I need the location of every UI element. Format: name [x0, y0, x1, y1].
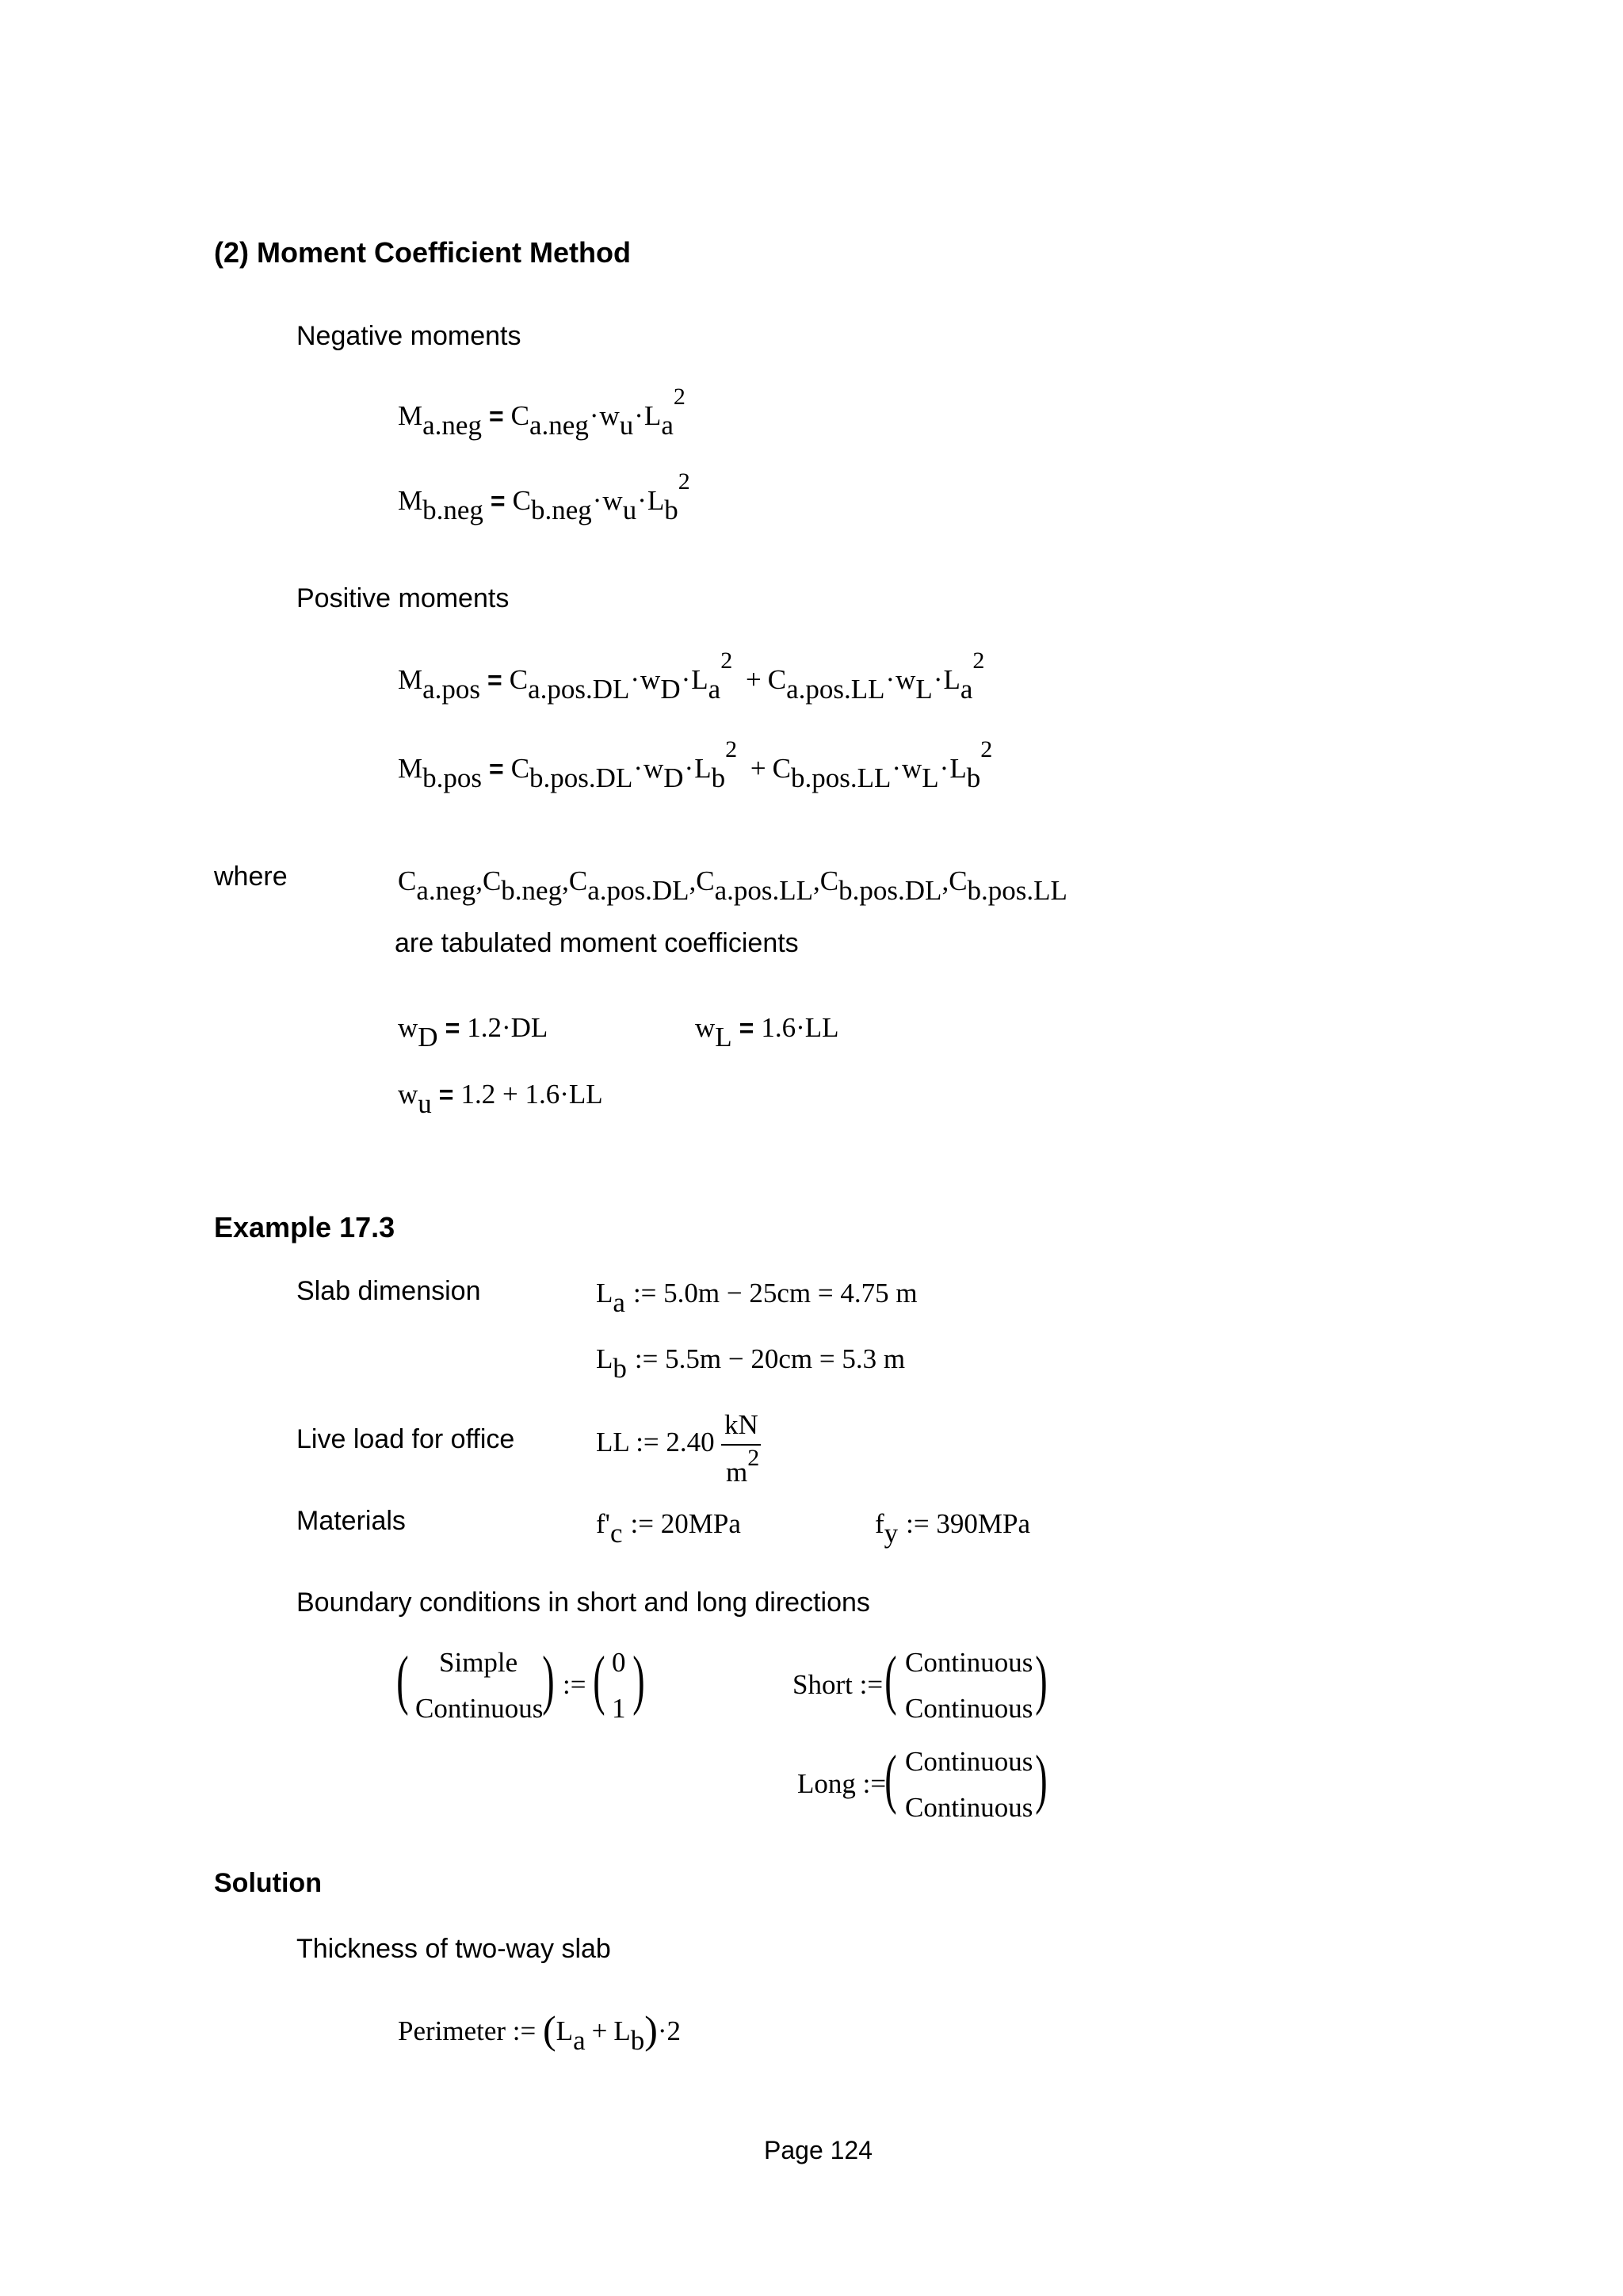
equation-mb-pos: Mb.pos = Cb.pos.DL·wD·Lb2 + Cb.pos.LL·wL·Lb2 [398, 736, 993, 793]
thickness-label: Thickness of two-way slab [296, 1934, 611, 1964]
section-title: (2) Moment Coefficient Method [214, 236, 631, 269]
right-paren: ) [542, 1643, 555, 1717]
right-paren: ) [1035, 1643, 1048, 1717]
positive-moments-heading: Positive moments [296, 583, 510, 613]
live-load-label: Live load for office [296, 1424, 515, 1454]
materials-label: Materials [296, 1506, 406, 1536]
right-paren: ) [632, 1643, 645, 1717]
open-paren: ( [543, 2008, 556, 2052]
equation-ma-pos: Ma.pos = Ca.pos.DL·wD·La2 + Ca.pos.LL·wL·La2 [398, 648, 985, 705]
equation-la: La := 5.0m − 25cm = 4.75 m [596, 1278, 918, 1318]
right-paren: ) [1035, 1742, 1048, 1816]
matrix-zero: 0 [612, 1647, 626, 1678]
negative-moments-heading: Negative moments [296, 321, 521, 351]
short-top-value: Continuous [905, 1647, 1033, 1678]
equation-wl: wL = 1.6·LL [695, 1012, 839, 1052]
left-paren: ( [884, 1643, 897, 1717]
long-bottom-value: Continuous [905, 1792, 1033, 1823]
equation-lb: Lb := 5.5m − 20cm = 5.3 m [596, 1343, 906, 1384]
assign-operator: := [563, 1669, 586, 1700]
equation-wu: wu = 1.2 + 1.6·LL [398, 1079, 603, 1119]
boundary-definition-matrix [396, 1641, 658, 1744]
long-top-value: Continuous [905, 1746, 1033, 1777]
equation-wd: wD = 1.2·DL [398, 1012, 548, 1052]
ll-unit-numerator: kN [724, 1409, 758, 1440]
equation-ll: LL := 2.40 [596, 1427, 715, 1457]
solution-title: Solution [214, 1868, 322, 1898]
left-paren: ( [593, 1643, 605, 1717]
left-paren: ( [396, 1643, 409, 1717]
equation-ma-neg: Ma.neg = Ca.neg·wu·La2 [398, 384, 685, 441]
matrix-continuous: Continuous [415, 1693, 544, 1724]
equation-perimeter: Perimeter := (La + Lb)·2 [398, 2008, 682, 2056]
page-number: Page 124 [764, 2136, 873, 2164]
coefficient-list: Ca.neg,Cb.neg,Ca.pos.DL,Ca.pos.LL,Cb.pos.DL,Cb.pos.LL [398, 865, 1067, 906]
equation-mb-neg: Mb.neg = Cb.neg·wu·Lb2 [398, 468, 690, 525]
equation-fc: f'c := 20MPa [596, 1508, 741, 1549]
slab-dimension-label: Slab dimension [296, 1276, 481, 1306]
long-direction-matrix [792, 1740, 1062, 1843]
equation-fy: fy := 390MPa [875, 1508, 1030, 1549]
ll-unit-denominator: m2 [726, 1445, 760, 1488]
matrix-simple: Simple [439, 1647, 518, 1678]
short-direction-matrix [792, 1641, 1062, 1744]
left-paren: ( [884, 1742, 897, 1816]
boundary-conditions-label: Boundary conditions in short and long directions [296, 1587, 870, 1618]
coefficient-note: are tabulated moment coefficients [395, 928, 799, 958]
where-label: where [214, 861, 288, 892]
matrix-one: 1 [612, 1693, 626, 1724]
short-label: Short := [792, 1669, 884, 1700]
long-label: Long := [797, 1768, 887, 1799]
close-paren: ) [644, 2008, 658, 2052]
short-bottom-value: Continuous [905, 1693, 1033, 1724]
example-title: Example 17.3 [214, 1211, 395, 1244]
